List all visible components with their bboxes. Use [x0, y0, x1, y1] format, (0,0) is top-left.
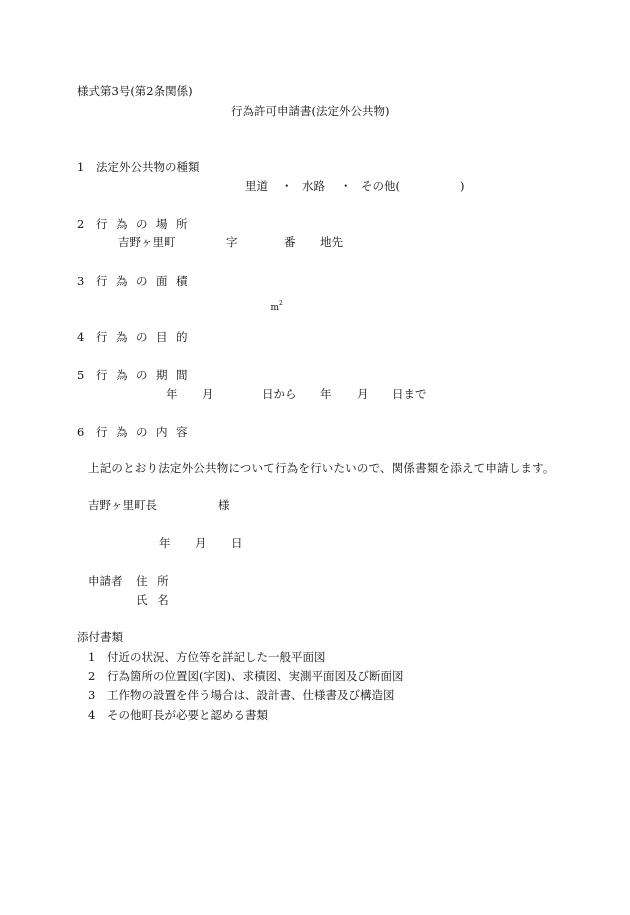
item5-to-year: 年: [320, 387, 332, 401]
item3-label: 行為の面積: [96, 274, 196, 288]
item3-unit-base: m: [270, 303, 279, 313]
item1-separator-1: ・: [281, 179, 293, 193]
attachment-1-number: 1: [88, 650, 96, 664]
item1-option-other: その他(: [361, 179, 400, 193]
item1-option-other-close: ): [460, 179, 465, 193]
item6-label: 行為の内容: [96, 425, 196, 439]
attachment-2-number: 2: [88, 669, 96, 683]
item5-to-day: 日まで: [392, 387, 427, 401]
attachment-2-text: 行為箇所の位置図(字図)、求積図、実測平面図及び断面図: [107, 669, 404, 683]
date-month: 月: [195, 536, 207, 550]
attachment-1-text: 付近の状況、方位等を詳記した一般平面図: [107, 650, 326, 664]
attachment-3-text: 工作物の設置を伴う場合は、設計書、仕様書及び構造図: [107, 688, 395, 702]
item4-label: 行為の目的: [96, 330, 196, 344]
item4-number: 4: [77, 330, 85, 344]
item5-label: 行為の期間: [96, 368, 196, 382]
date-year: 年: [159, 536, 171, 550]
attachment-4-text: その他町長が必要と認める書類: [107, 708, 268, 722]
item5-from-day: 日から: [262, 387, 297, 401]
item3-unit: [259, 295, 283, 322]
item2-number: 2: [77, 217, 85, 231]
addressee-name: 吉野ヶ里町長: [88, 498, 157, 512]
attachment-4-number: 4: [88, 708, 96, 722]
item1-option-satomichi: 里道: [245, 179, 268, 193]
item5-from-year: 年: [166, 387, 178, 401]
form-title: 行為許可申請書(法定外公共物): [231, 104, 390, 118]
date-day: 日: [231, 536, 243, 550]
item5-number: 5: [77, 368, 85, 382]
item5-from-month: 月: [202, 387, 214, 401]
item2-chisaki: 地先: [320, 235, 343, 249]
item2-ban: 番: [284, 235, 296, 249]
item2-town: 吉野ヶ里町: [118, 235, 176, 249]
form-number: 様式第3号(第2条関係): [77, 84, 193, 98]
item3-unit-superscript: 2: [279, 300, 283, 307]
item1-label: 法定外公共物の種類: [96, 160, 200, 174]
item1-separator-2: ・: [340, 179, 352, 193]
addressee-honorific: 様: [218, 498, 230, 512]
applicant-name-label: 氏 名: [136, 593, 172, 607]
item1-option-suiro: 水路: [302, 179, 325, 193]
attachment-3-number: 3: [88, 688, 96, 702]
application-statement: 上記のとおり法定外公共物について行為を行いたいので、関係書類を添えて申請します。: [88, 461, 555, 475]
item6-number: 6: [77, 425, 85, 439]
item1-number: 1: [77, 160, 85, 174]
item2-label: 行為の場所: [96, 217, 196, 231]
item3-number: 3: [77, 274, 85, 288]
applicant-label: 申請者: [88, 574, 123, 588]
item5-to-month: 月: [357, 387, 369, 401]
item2-aza: 字: [226, 235, 238, 249]
attachments-heading: 添付書類: [77, 630, 123, 644]
applicant-address-label: 住 所: [136, 574, 172, 588]
